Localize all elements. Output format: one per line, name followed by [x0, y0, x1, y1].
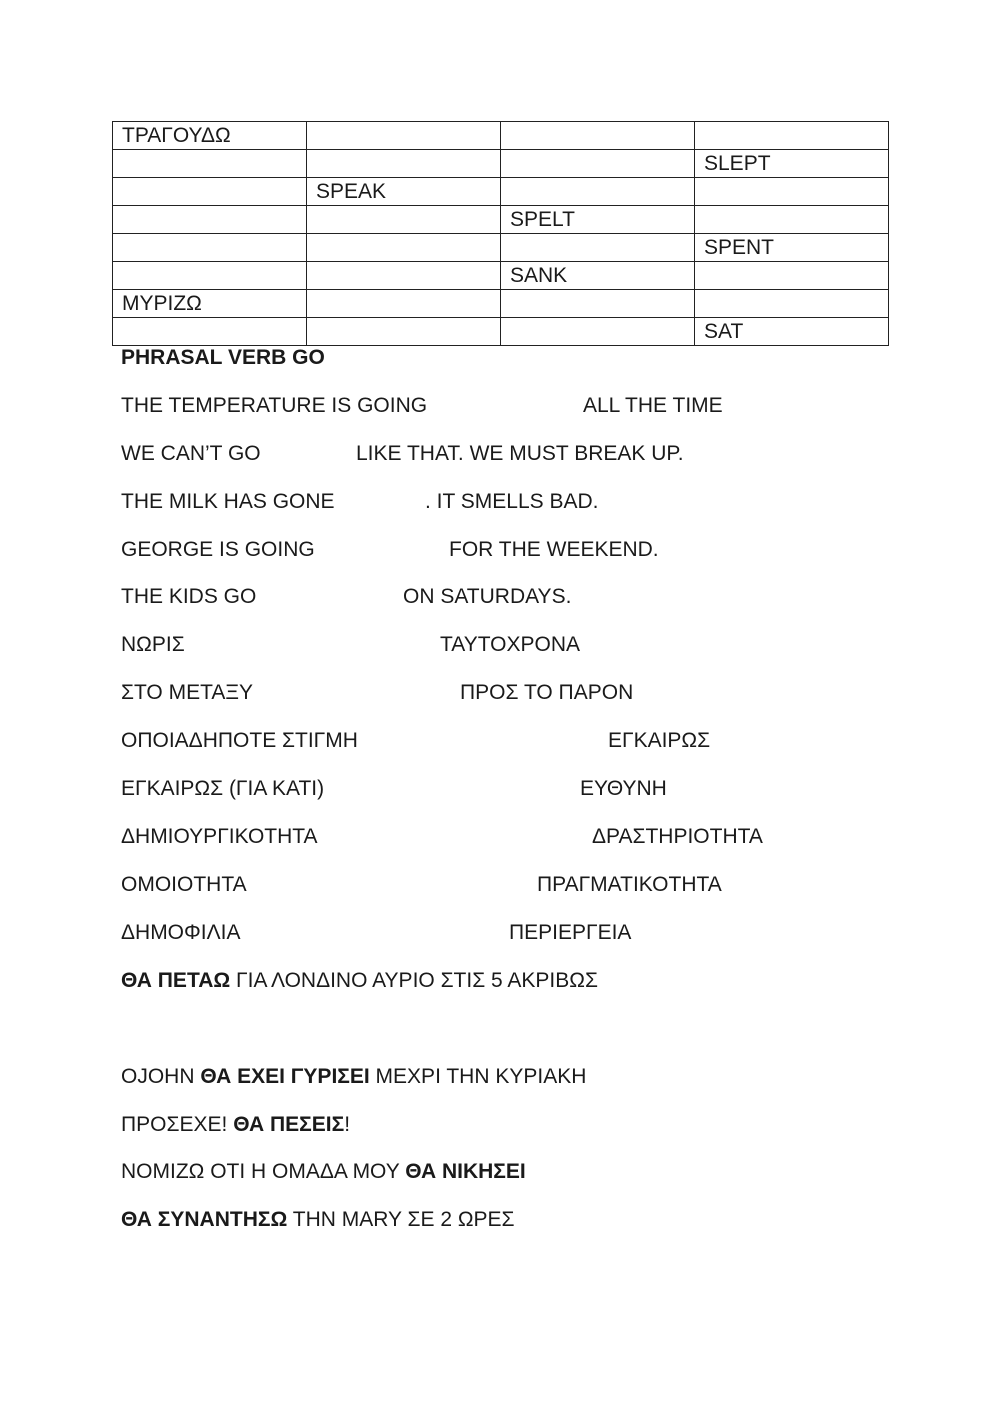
table-cell: [113, 178, 307, 206]
sentence-text: ΤΗΝ MARY ΣΕ 2 ΩΡΕΣ: [287, 1208, 515, 1231]
table-cell: [307, 262, 501, 290]
vocab-left: ΟΠΟΙΑΔΗΠΟΤΕ ΣΤΙΓΜΗ: [121, 729, 358, 752]
table-cell: [307, 206, 501, 234]
table-row: [113, 262, 889, 290]
future-sentence: [121, 1159, 526, 1185]
future-phrase: ΘΑ ΝΙΚΗΣΕΙ: [405, 1160, 526, 1183]
vocab-left: ΔΗΜΟΦΙΛΙΑ: [121, 921, 241, 944]
sentence-text: ΜΕΧΡΙ ΤΗΝ ΚΥΡΙΑΚΗ: [369, 1065, 587, 1088]
future-phrase: ΘΑ ΣΥΝΑΝΤΗΣΩ: [121, 1208, 288, 1231]
table-cell: SPELT: [501, 206, 695, 234]
sentence-start: THE MILK HAS GONE: [121, 490, 335, 513]
table-row: [113, 122, 889, 150]
table-cell: [501, 290, 695, 318]
vocab-left: ΕΓΚΑΙΡΩΣ (ΓΙΑ ΚΑΤΙ): [121, 777, 325, 800]
vocab-right: ΕΓΚΑΙΡΩΣ: [608, 729, 711, 752]
table-row: [113, 178, 889, 206]
future-phrase: ΘΑ ΠΕΣΕΙΣ: [233, 1113, 345, 1136]
vocab-right: ΠΡΟΣ ΤΟ ΠΑΡΟΝ: [460, 681, 634, 704]
table-row: [113, 150, 889, 178]
sentence-start: GEORGE IS GOING: [121, 538, 315, 561]
sentence-start: THE KIDS GO: [121, 585, 257, 608]
table-cell: [695, 122, 889, 150]
table-cell: SPENT: [695, 234, 889, 262]
table-row: [113, 318, 889, 346]
sentence-end: ALL THE TIME: [583, 394, 723, 417]
table-cell: SAT: [695, 318, 889, 346]
table-cell: [307, 318, 501, 346]
table-cell: [695, 262, 889, 290]
table-cell: [501, 318, 695, 346]
sentence-text: ΠΡΟΣΕΧΕ!: [121, 1113, 234, 1136]
future-sentence: [121, 1064, 586, 1090]
table-cell: [113, 262, 307, 290]
table-cell: ΤΡΑΓΟΥΔΩ: [113, 122, 307, 150]
table-row: [113, 290, 889, 318]
sentence-end: . IT SMELLS BAD.: [425, 490, 599, 513]
sentence-text: !: [344, 1113, 351, 1136]
table-cell: [113, 234, 307, 262]
table-cell: [113, 206, 307, 234]
future-phrase: ΘΑ ΠΕΤΑΩ: [121, 969, 231, 992]
table-row: [113, 206, 889, 234]
table-cell: SLEPT: [695, 150, 889, 178]
sentence-end: ON SATURDAYS.: [403, 585, 572, 608]
phrasal-heading: PHRASAL VERB GO: [121, 346, 325, 369]
table-cell: [695, 178, 889, 206]
vocab-left: ΟΜΟΙΟΤΗΤΑ: [121, 873, 247, 896]
vocab-right: ΔΡΑΣΤΗΡΙΟΤΗΤΑ: [592, 825, 763, 848]
table-cell: [307, 150, 501, 178]
table-cell: [307, 290, 501, 318]
table-cell: [307, 122, 501, 150]
table-cell: [695, 206, 889, 234]
verb-table: [112, 121, 889, 346]
future-sentence: [121, 968, 598, 994]
table-cell: [501, 234, 695, 262]
future-sentence: [121, 1112, 350, 1138]
table-cell: [501, 150, 695, 178]
vocab-right: ΠΕΡΙΕΡΓΕΙΑ: [509, 921, 632, 944]
table-cell: [695, 290, 889, 318]
table-cell: [501, 122, 695, 150]
vocab-left: ΔΗΜΙΟΥΡΓΙΚΟΤΗΤΑ: [121, 825, 318, 848]
table-cell: [307, 234, 501, 262]
sentence-end: LIKE THAT. WE MUST BREAK UP.: [356, 442, 684, 465]
sentence-text: ΝΟΜΙΖΩ ΟΤΙ Η ΟΜΑΔΑ ΜΟΥ: [121, 1160, 406, 1183]
vocab-left: ΝΩΡΙΣ: [121, 633, 185, 656]
table-cell: [113, 318, 307, 346]
sentence-text: ΟJOHN: [121, 1065, 201, 1088]
table-cell: SANK: [501, 262, 695, 290]
vocab-right: ΠΡΑΓΜΑΤΙΚΟΤΗΤΑ: [537, 873, 722, 896]
future-sentence: [121, 1207, 515, 1233]
future-phrase: ΘΑ ΕΧΕΙ ΓΥΡΙΣΕΙ: [200, 1065, 370, 1088]
table-cell: [113, 150, 307, 178]
table-row: [113, 234, 889, 262]
sentence-text: ΓΙΑ ΛΟΝΔΙΝΟ ΑΥΡΙΟ ΣΤΙΣ 5 ΑΚΡΙΒΩΣ: [230, 969, 598, 992]
table-cell: ΜΥΡΙΖΩ: [113, 290, 307, 318]
sentence-start: THE TEMPERATURE IS GOING: [121, 394, 428, 417]
vocab-left: ΣΤΟ ΜΕΤΑΞΥ: [121, 681, 254, 704]
vocab-right: ΤΑΥΤΟΧΡΟΝΑ: [440, 633, 581, 656]
vocab-right: ΕΥΘΥΝΗ: [580, 777, 667, 800]
sentence-start: WE CAN’T GO: [121, 442, 261, 465]
table-cell: [501, 178, 695, 206]
table-cell: SPEAK: [307, 178, 501, 206]
sentence-end: FOR THE WEEKEND.: [449, 538, 659, 561]
